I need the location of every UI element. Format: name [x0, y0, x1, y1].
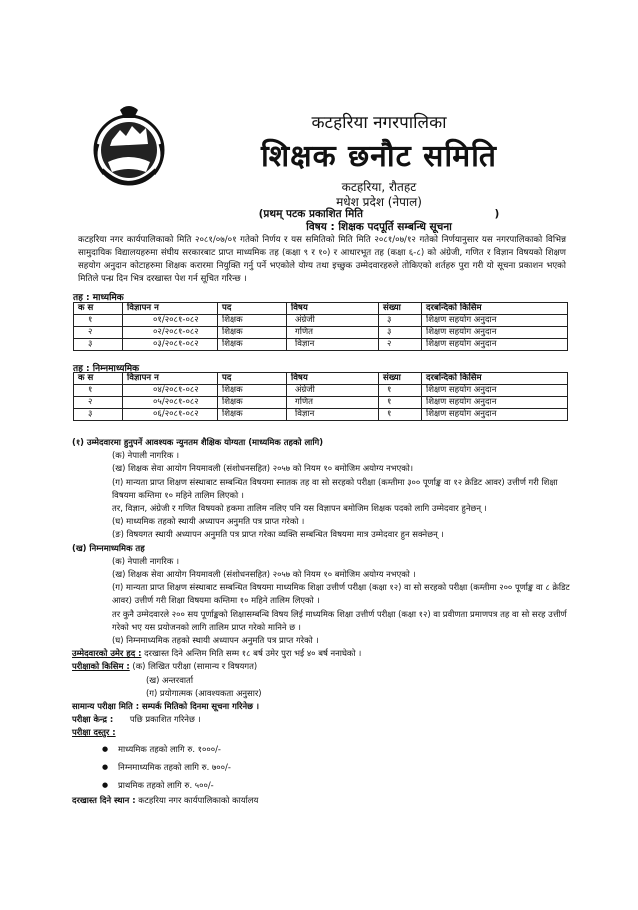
notice-body: [72, 436, 572, 807]
cell-subject: अंग्रेजी: [287, 385, 379, 397]
cell-post: शिक्षक: [218, 397, 287, 409]
cell-sn: १: [74, 315, 123, 327]
col-header-sn: क स: [74, 373, 123, 385]
cell-subject: अंग्रेजी: [287, 315, 379, 327]
address-line-2: मधेश प्रदेश (नेपाल): [336, 195, 422, 209]
age-limit: [72, 647, 572, 660]
cell-ad-no: ०४/२०८१-०८२: [123, 385, 218, 397]
cell-ad-no: ०६/२०८१-०८२: [123, 409, 218, 421]
col-header-subject: विषय: [287, 373, 379, 385]
qualification-item: (ग) मान्यता प्राप्त शिक्षण संस्थाबाट सम्बन्धित विषयमा स्नातक तह वा सो सरहको परीक्षा (कम्तीमा ३०० पूर्णाङ्क वा १२ क्रेडिट आवर) उत्तीर्ण गरी शिक्षा विषयमा कम्तिमा १० महिने तालिम लिएको ।: [112, 476, 558, 500]
cell-post: शिक्षक: [218, 315, 287, 327]
col-header-type: दरबन्दिको किसिम: [422, 373, 568, 385]
lower-secondary-vacancy-table: [73, 372, 568, 421]
col-header-ad-no: विज्ञापन न: [123, 373, 218, 385]
fee-item: ● निम्नमाध्यमिक तहको लागि रु. ७००/-: [102, 758, 572, 776]
secondary-level-label: तह : माध्यमिक: [73, 293, 124, 303]
lower-secondary-qualification-heading: (ख) निम्नमाध्यमिक तह: [72, 542, 145, 553]
cell-sn: २: [74, 397, 123, 409]
qualification-item: (घ) माध्यमिक तहको स्थायी अध्यापन अनुमति पत्र प्राप्त गरेको ।: [112, 516, 305, 527]
exam-center-label: परीक्षा केन्द्र :: [72, 714, 114, 725]
cell-subject: गणित: [287, 327, 379, 339]
cell-sn: १: [74, 385, 123, 397]
submission-place-text: कटहरिया नगर कार्यपालिकाको कार्यालय: [135, 794, 259, 805]
municipality-name: कटहरिया नगरपालिका: [311, 113, 447, 133]
secondary-vacancy-table: [73, 302, 568, 351]
cell-type: शिक्षण सहयोग अनुदान: [422, 385, 568, 397]
cell-post: शिक्षक: [218, 385, 287, 397]
table-header-row: [74, 373, 568, 385]
table-row: [74, 397, 568, 409]
cell-count: ३: [379, 315, 422, 327]
exam-type-label: परीक्षाको किसिम :: [72, 661, 130, 672]
table-row: [74, 339, 568, 351]
committee-title: शिक्षक छनौट समिति: [260, 139, 498, 174]
cell-sn: २: [74, 327, 123, 339]
fee-item: ● माध्यमिक तहको लागि रु. १०००/-: [102, 740, 572, 758]
exam-center-text: पछि प्रकाशित गरिनेछ ।: [129, 714, 201, 725]
intro-paragraph: कटहरिया नगर कार्यपालिकाको मिति २०८१/०७/०१ गतेको निर्णय र यस समितिको मिति मिति २०८१/०७/१२ गतेको निर्णयानुसार यस नगरपालिकाको विभिन्न सामुदायिक विद्यालयहरुमा संघीय सरकारबाट प्राप्त माध्यमिक तह (कक्षा ९ र १०) र आधारभूत तह (कक्षा ६-८) को अंग्रेजी, गणित र विज्ञान विषयको शिक्षण सहयोग अनुदान कोटाहरुमा शिक्षक करारमा नियुक्ति गर्नु पर्ने भएकोले योग्य तथा इच्छुक उम्मेदवारहरुले तोकिएको शर्तहरु पुरा गरी यो सूचना प्रकाशन भएको मितिले पन्ध्र दिन भित्र दरखास्त पेश गर्न सूचित गरिन्छ ।: [78, 235, 566, 284]
col-header-ad-no: विज्ञापन न: [123, 303, 218, 315]
qualification-item: (ग) मान्यता प्राप्त शिक्षण संस्थाबाट सम्बन्धित विषयमा माध्यमिक शिक्षा उत्तीर्ण परीक्षा (कक्षा १२) वा सो सरहको परीक्षा (कम्तीमा २०० पूर्णाङ्क वा ८ क्रेडिट आवर) उत्तीर्ण गरी शिक्षा विषयमा कम्तिमा १० महिने तालिम लिएको ।: [112, 582, 570, 606]
qualification-item: (ख) शिक्षक सेवा आयोग नियमावली (संशोधनसहित) २०५७ को नियम १० बमोजिम अयोग्य नभएको।: [112, 463, 414, 474]
qualification-item: (क) नेपाली नागरिक ।: [112, 450, 180, 461]
exam-type: [72, 660, 572, 673]
qualification-item: तर, विज्ञान, अंग्रेजी र गणित विषयको हकमा तालिम नलिए पनि यस विज्ञापन बमोजिम शिक्षक पदको लागि उम्मेदवार हुनेछन् ।: [112, 503, 487, 514]
exam-type-item: (क) लिखित परीक्षा (सामान्य र विषयगत): [132, 661, 258, 672]
qualification-item: (घ) निम्नमाध्यमिक तहको स्थायी अध्यापन अनुमति पत्र प्राप्त गरेको ।: [112, 635, 319, 646]
address-line-1: कटहरिया, रौतहट: [341, 180, 417, 194]
exam-type-item: (ख) अन्तरवार्ता: [146, 674, 193, 685]
cell-sn: ३: [74, 409, 123, 421]
col-header-subject: विषय: [287, 303, 379, 315]
col-header-post: पद: [218, 303, 287, 315]
cell-count: २: [379, 339, 422, 351]
cell-sn: ३: [74, 339, 123, 351]
cell-subject: विज्ञान: [287, 409, 379, 421]
cell-ad-no: ०३/२०८१-०८२: [123, 339, 218, 351]
cell-ad-no: ०१/२०८१-०८२: [123, 315, 218, 327]
table-row: [74, 327, 568, 339]
age-limit-label: उम्मेदवारको उमेर हद :: [72, 648, 142, 659]
table-row: [74, 409, 568, 421]
cell-count: १: [379, 409, 422, 421]
cell-type: शिक्षण सहयोग अनुदान: [422, 397, 568, 409]
cell-post: शिक्षक: [218, 327, 287, 339]
col-header-post: पद: [218, 373, 287, 385]
qualification-item: (ख) शिक्षक सेवा आयोग नियमावली (संशोधनसहित) २०५७ को नियम १० बमोजिम अयोग्य नभएको ।: [112, 569, 416, 580]
exam-fee-list: [72, 740, 572, 794]
table-row: [74, 385, 568, 397]
cell-type: शिक्षण सहयोग अनुदान: [422, 327, 568, 339]
cell-post: शिक्षक: [218, 339, 287, 351]
first-publish-date: (प्रथम् पटक प्रकाशित मिति ): [258, 208, 500, 220]
qualification-item: (क) नेपाली नागरिक ।: [112, 555, 180, 566]
notice-subject: विषय : शिक्षक पदपूर्ति सम्बन्धि सूचना: [306, 221, 452, 233]
col-header-count: संख्या: [379, 303, 422, 315]
table-header-row: [74, 303, 568, 315]
qualification-item: (ङ) विषयगत स्थायी अध्यापन अनुमति पत्र प्राप्त गरेका व्यक्ति सम्बन्धित विषयमा मात्र उम्मेदवार हुन सक्नेछन् ।: [112, 529, 444, 540]
cell-type: शिक्षण सहयोग अनुदान: [422, 315, 568, 327]
cell-count: १: [379, 385, 422, 397]
cell-type: शिक्षण सहयोग अनुदान: [422, 339, 568, 351]
col-header-count: संख्या: [379, 373, 422, 385]
qualification-item: तर कुनै उम्मेदवारले २०० सय पूर्णाङ्कको शिक्षासम्बन्धि विषय लिई माध्यमिक शिक्षा उत्तीर्ण परीक्षा (कक्षा १२) वा प्रवीणता प्रमाणपत्र तह वा सो सरह उत्तीर्ण गरेको भए यस प्रयोजनको लागि तालिम प्राप्त गरेको मानिने छ ।: [112, 608, 567, 632]
submission-place-label: दरखास्त दिने स्थान :: [72, 794, 136, 805]
exam-center: [72, 713, 572, 726]
cell-ad-no: ०२/२०८१-०८२: [123, 327, 218, 339]
cell-ad-no: ०५/२०८१-०८२: [123, 397, 218, 409]
lower-secondary-level-label: तह : निम्नमाध्यमिक: [73, 364, 140, 374]
submission-place: [72, 794, 572, 807]
col-header-type: दरबन्दिको किसिम: [422, 303, 568, 315]
exam-date: सामान्य परीक्षा मिति : सम्पर्क मितिको दिनमा सूचना गरिनेछ ।: [72, 701, 260, 712]
cell-post: शिक्षक: [218, 409, 287, 421]
table-row: [74, 315, 568, 327]
cell-count: १: [379, 397, 422, 409]
exam-fee-label: परीक्षा दस्तुर :: [72, 727, 116, 738]
fee-item: ● प्राथमिक तहको लागि रु. ५००/-: [102, 776, 572, 794]
cell-count: ३: [379, 327, 422, 339]
secondary-qualification-heading: (१) उम्मेदवारमा हुनुपर्ने आवश्यक न्युनतम शैक्षिक योग्यता (माध्यमिक तहको लागि): [72, 437, 324, 447]
exam-type-item: (ग) प्रयोगात्मक (आवश्यकता अनुसार): [146, 687, 262, 698]
col-header-sn: क स: [74, 303, 123, 315]
cell-subject: गणित: [287, 397, 379, 409]
age-limit-text: दरखास्त दिने अन्तिम मिति सम्म १८ बर्ष उमेर पुरा भई ४० बर्ष ननाघेको ।: [141, 648, 362, 659]
cell-subject: विज्ञान: [287, 339, 379, 351]
cell-type: शिक्षण सहयोग अनुदान: [422, 409, 568, 421]
